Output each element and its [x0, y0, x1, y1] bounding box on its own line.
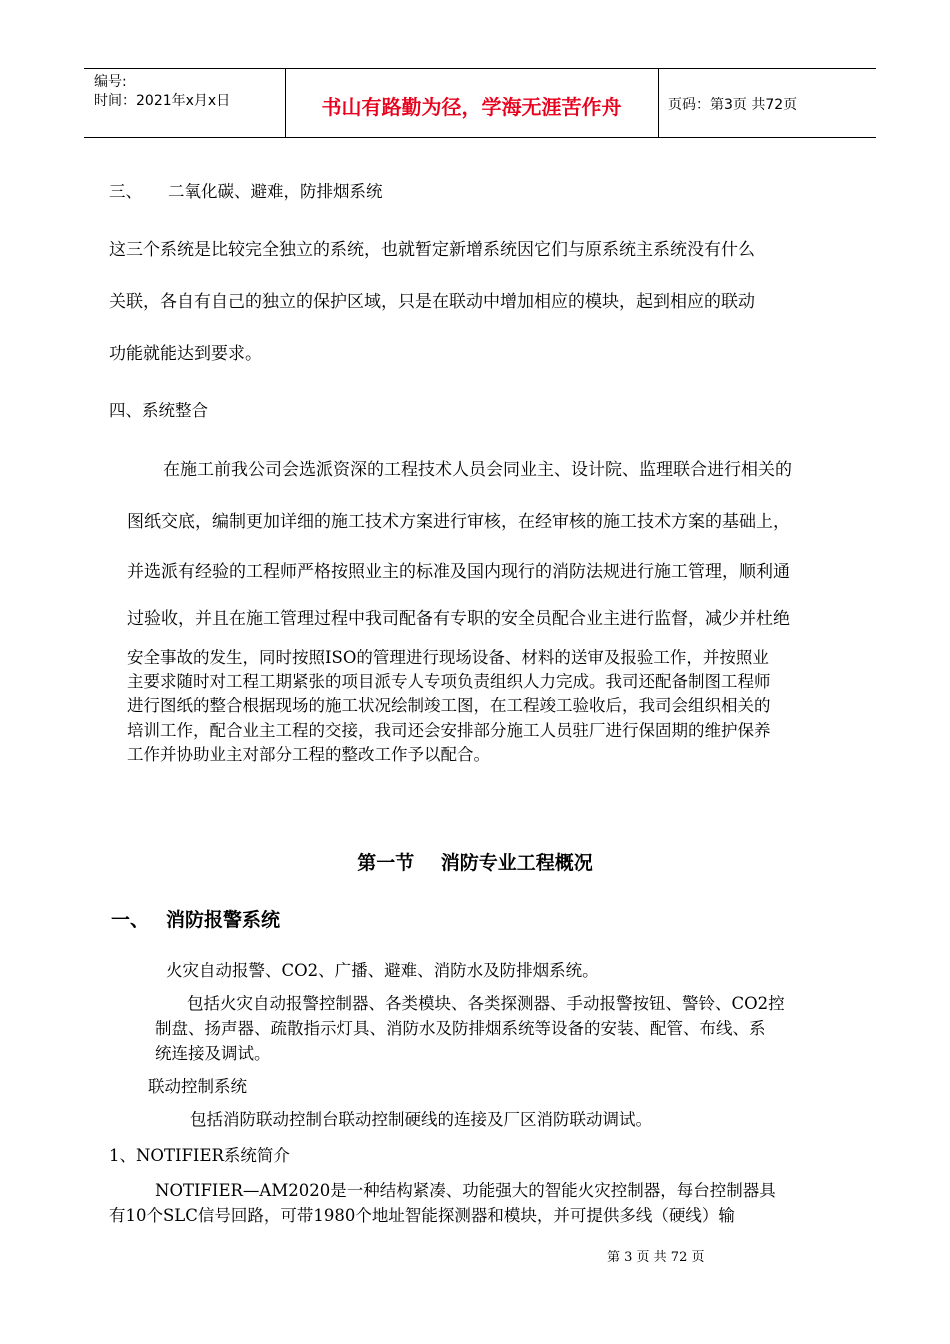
paragraph-fragment: 收，并且在施工管理过程中我司配备有专职的安全员配合业主进行监督，减少并杜绝 — [161, 609, 790, 629]
paragraph-line: 包括消防联动控制台联动控制硬线的连接及厂区消防联动调试。 — [190, 1110, 652, 1129]
section-heading: 四、系统整合 — [109, 401, 208, 420]
page-number-label: 页码：第3页 共72页 — [668, 97, 798, 113]
time-label: 时间：2021年x月x日 — [94, 93, 231, 109]
paragraph-line: 统连接及调试。 — [155, 1044, 271, 1063]
paragraph-line: 图纸交底，编制更加详细的施工技术方案进行审核，在经审核的施工技术方案的基础上， — [127, 512, 790, 532]
motto: 书山有路勤为径，学海无涯苦作舟 — [321, 95, 622, 119]
paragraph-line: 有10个SLC信号回路，可带1980个地址智能探测器和模块，并可提供多线（硬线）输 — [109, 1206, 735, 1225]
paragraph-fragment: 过验 — [127, 609, 161, 629]
paragraph-line: 功能就能达到要求。 — [109, 344, 262, 364]
chapter-title: 第一节 消防专业工程概况 — [357, 852, 593, 874]
paragraph-line: 培训工作，配合业主工程的交接，我司还会安排部分施工人员驻厂进行保固期的维护保养 — [127, 721, 771, 740]
section-heading: 消防报警系统 — [166, 909, 281, 931]
header-motto-cell — [285, 69, 659, 137]
section-number: 一、 — [111, 909, 150, 931]
paragraph-line — [127, 604, 790, 629]
paragraph-line: 安全事故的发生，同时按照ISO的管理进行现场设备、材料的送审及报验工作，并按照业 — [127, 648, 769, 667]
header-meta-cell — [84, 69, 286, 137]
section-heading: 二氧化碳、避难，防排烟系统 — [168, 182, 383, 201]
serial-number-label: 编号: — [94, 74, 127, 90]
paragraph-line: 关联，各自有自己的独立的保护区域，只是在联动中增加相应的模块，起到相应的联动 — [109, 292, 755, 312]
footer-page-number: 第 3 页 共 72 页 — [607, 1250, 705, 1265]
paragraph-line: 在施工前我公司会选派资深的工程技术人员会同业主、设计院、监理联合进行相关的 — [163, 460, 792, 480]
subheading: 联动控制系统 — [148, 1077, 247, 1096]
paragraph-line: NOTIFIER—AM2020是一种结构紧凑、功能强大的智能火灾控制器，每台控制器具 — [155, 1181, 776, 1200]
paragraph-line: 并选派有经验的工程师严格按照业主的标准及国内现行的消防法规进行施工管理，顺利通 — [127, 562, 790, 582]
document-header — [84, 68, 876, 138]
paragraph-line: 进行图纸的整合根据现场的施工状况绘制竣工图，在工程竣工验收后，我司会组织相关的 — [127, 696, 771, 715]
paragraph-line: 包括火灾自动报警控制器、各类模块、各类探测器、手动报警按钮、警铃、CO2控 — [187, 994, 785, 1013]
paragraph-line: 制盘、扬声器、疏散指示灯具、消防水及防排烟系统等设备的安装、配管、布线、系 — [155, 1019, 766, 1038]
paragraph-line: 工作并协助业主对部分工程的整改工作予以配合。 — [127, 745, 490, 764]
section-number: 三、 — [109, 182, 142, 201]
header-page-cell — [658, 69, 876, 137]
paragraph-line: 这三个系统是比较完全独立的系统，也就暂定新增系统因它们与原系统主系统没有什么 — [109, 240, 755, 260]
paragraph-line: 火灾自动报警、CO2、广播、避难、消防水及防排烟系统。 — [166, 961, 599, 980]
subheading: 1、NOTIFIER系统简介 — [109, 1146, 290, 1165]
paragraph-line: 主要求随时对工程工期紧张的项目派专人专项负责组织人力完成。我司还配备制图工程师 — [127, 672, 771, 691]
